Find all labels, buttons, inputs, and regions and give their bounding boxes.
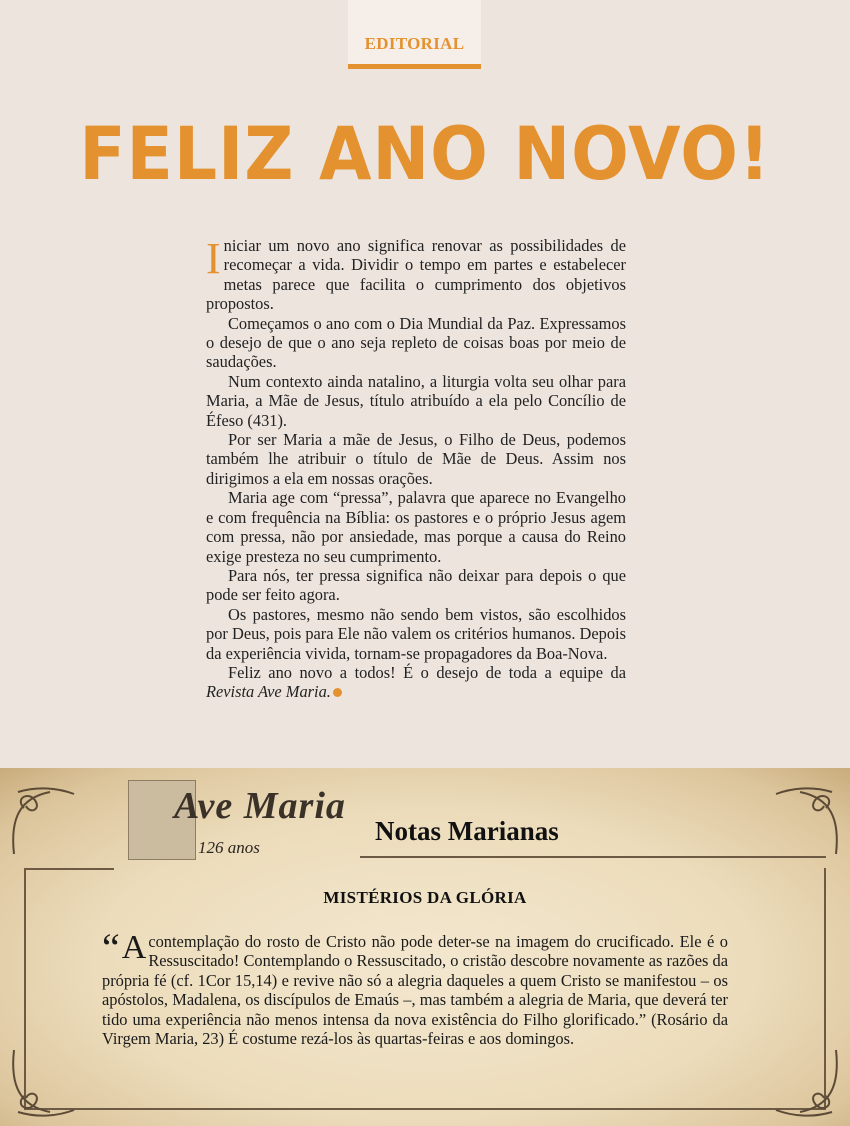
article-paragraph: Começamos o ano com o Dia Mundial da Paz. Expressamos o desejo de que o ano seja repleto de coisas boas por meio de saudações. [206,313,626,372]
page-headline: FELIZ ANO NOVO! [79,112,771,197]
end-mark-icon [333,688,342,697]
article-paragraph: Iniciar um novo ano significa renovar as possibilidades de recomeçar a vida. Dividir o tempo em partes e estabelecer metas parece que facilita o cumprimento dos objetivos propostos. [206,234,626,314]
box-frame-top-left [24,868,114,870]
article-paragraph: Os pastores, mesmo não sendo bem vistos, são escolhidos por Deus, pois para Ele não valem os critérios humanos. Depois da experiência vivida, tornam-se propagadores da Boa-Nova. [206,604,626,663]
drop-cap: I [206,234,221,283]
quote-text: contemplação do rosto de Cristo não pode deter-se na imagem do crucificado. Ele é o Ressuscitado! Contemplando o Ressuscitado, o cristão descobre novamente as razões da própria fé (cf. 1Cor 15,14) e revive não só a alegria daqueles a quem Cristo se manifestou – os apóstolos, Madalena, os discípulos de Emaús –, mas também a alegria de Maria, que deverá ter tido uma experiência não menos intensa da nova existência do Filho glorificado.” (Rosário da Virgem Maria, 23) É costume rezá-los às quartas-feiras e aos domingos. [102,932,728,1049]
section-tab [348,0,481,69]
ornament-corner-icon [770,1046,850,1126]
editorial-article [206,236,626,702]
open-quote-mark: “ [102,925,120,970]
section-underline [348,64,481,69]
ornament-corner-icon [0,778,80,858]
box-subtitle: MISTÉRIOS DA GLÓRIA [323,888,527,907]
box-title: Notas Marianas [375,816,559,846]
ornament-corner-icon [0,1046,80,1126]
box-frame-top [360,856,826,858]
logo-text: Ave Maria [174,785,346,827]
box-quote [102,925,728,1049]
article-paragraph: Maria age com “pressa”, palavra que aparece no Evangelho e com frequência na Bíblia: os pastores e o próprio Jesus agem com pressa, não por ansiedade, mas porque a causa do Reino exige presteza no seu cumprimento. [206,488,626,566]
notas-marianas-box [0,768,850,1126]
article-paragraph: Num contexto ainda natalino, a liturgia volta seu olhar para Maria, a Mãe de Jesus, título atribuído a ela pelo Concílio de Éfeso (431). [206,371,626,430]
ornament-corner-icon [770,778,850,858]
ave-maria-logo [128,780,348,860]
section-label: EDITORIAL [364,34,465,53]
magazine-name: Revista Ave Maria. [206,682,331,702]
logo-years: 126 anos [198,838,260,857]
article-paragraph: Feliz ano novo a todos! É o desejo de toda a equipe da Revista Ave Maria. [206,662,626,702]
article-paragraph: Por ser Maria a mãe de Jesus, o Filho de Deus, podemos também lhe atribuir o título de Mãe de Deus. Assim nos dirigimos a ela em nossas orações. [206,430,626,488]
quote-drop-cap: A [121,929,147,966]
article-paragraph: Para nós, ter pressa significa não deixar para depois o que pode ser feito agora. [206,565,626,605]
